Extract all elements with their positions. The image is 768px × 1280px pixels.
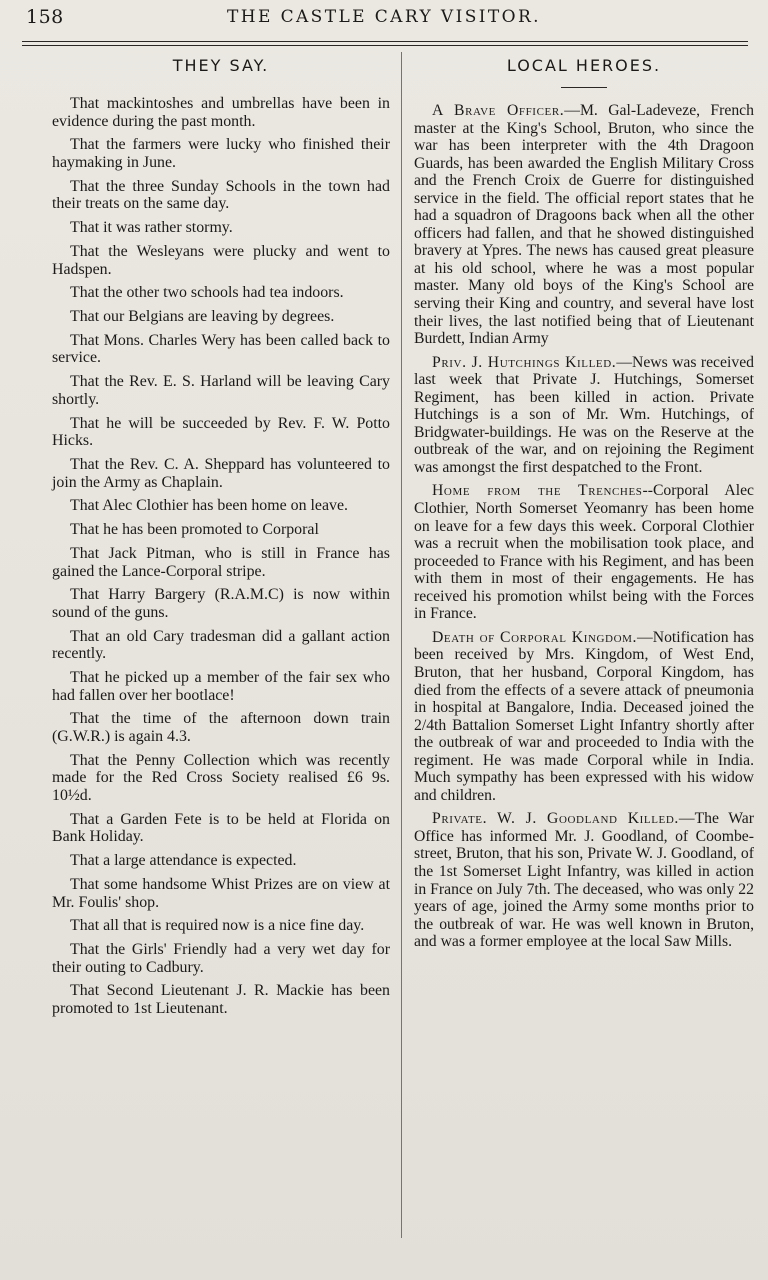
they-say-item: That the Penny Collection which was recently made for the Red Cross Society realised £6 9s. 10½d. [52, 751, 390, 804]
they-say-item: That Jack Pitman, who is still in France has gained the Lance-Corporal stripe. [52, 544, 390, 580]
header-rule-bottom [22, 45, 748, 46]
column-divider [401, 52, 402, 1238]
they-say-item: That the farmers were lucky who finished their haymaking in June. [52, 136, 390, 171]
report-body: --Corporal Alec Clothier, North Somerset Yeomanry has been home on leave for a few days this week. Corporal Clothier was a recruit when the mobilisation took place, and proceeded to France with his Regiment, and has been with them in most of their engagements. He has received his promotion whilst being with the Forces in France. [414, 482, 754, 623]
they-say-item: That Harry Bargery (R.A.M.C) is now within sound of the guns. [52, 586, 390, 621]
they-say-item: That Alec Clothier has been home on leave. [70, 497, 348, 515]
they-say-item: That the time of the afternoon down train (G.W.R.) is again 4.3. [52, 710, 390, 745]
report-title: Death of Corporal Kingdom. [432, 628, 638, 646]
they-say-item: That it was rather stormy. [70, 219, 233, 237]
they-say-item: That the Rev. C. A. Sheppard has volunteered to join the Army as Chaplain. [52, 455, 390, 491]
header-rule-top [22, 41, 748, 42]
they-say-item: That he has been promoted to Corporal [70, 521, 319, 539]
they-say-item: That Mons. Charles Wery has been called back to service. [52, 331, 390, 367]
report-body: —The War Office has informed Mr. J. Goodland, of Coombe-street, Bruton, that his son, Private W. J. Goodland, of the 1st Somerset Light Infantry, was killed in action in France on July 7th. The deceased, who was only 22 years of age, joined the Army some months prior to the outbreak of war. He was well known in Bruton, and was a former employee at the local Saw Mills. [414, 810, 754, 951]
page-number: 158 [26, 6, 64, 28]
report-hutchings-killed [414, 354, 754, 477]
report-corporal-kingdom [414, 629, 754, 804]
they-say-item: That Second Lieutenant J. R. Mackie has been promoted to 1st Lieutenant. [52, 982, 390, 1018]
report-title: Home from the Trenches [432, 482, 643, 500]
they-say-item: That some handsome Whist Prizes are on view at Mr. Foulis' shop. [52, 875, 390, 911]
report-body: —Notification has been received by Mrs. Kingdom, of West End, Bruton, that her husband, Corporal Kingdom, has died from the effects of a severe attack of pneumonia in hospital at Bangalore, India. Deceased joined the 2/4th Battalion Somerset Light Infantry shortly after the outbreak of war and proceeded to India with the regiment. He was made Corporal while in India. Much sympathy has been expressed with his widow and children. [414, 628, 755, 804]
they-say-item: That all that is required now is a nice fine day. [70, 917, 365, 935]
heading-rule [561, 87, 607, 88]
report-title: Priv. J. Hutchings Killed. [432, 353, 617, 371]
report-body: —News was received last week that Private J. Hutchings, Somerset Regiment, has been killed in action. Private Hutchings is a son of Mr. Wm. Hutchings, of Bridgwater-buildings. He was on the Reserve at the outbreak of the war, and on rejoining the Regiment was amongst the first despatched to the Front. [414, 353, 754, 476]
they-say-item: That a Garden Fete is to be held at Florida on Bank Holiday. [52, 810, 390, 846]
they-say-list [52, 95, 390, 1018]
they-say-item: That the other two schools had tea indoors. [70, 284, 344, 302]
publication-title: THE CASTLE CARY VISITOR. [227, 7, 541, 27]
they-say-item: That a large attendance is expected. [70, 852, 297, 870]
they-say-item: That mackintoshes and umbrellas have been in evidence during the past month. [52, 95, 390, 130]
report-title: Private. W. J. Goodland Killed. [432, 810, 679, 828]
they-say-item: That an old Cary tradesman did a gallant action recently. [52, 627, 390, 663]
they-say-item: That he will be succeeded by Rev. F. W. Potto Hicks. [52, 414, 390, 450]
report-title: A Brave Officer. [432, 102, 565, 119]
they-say-item: That he picked up a member of the fair sex who had fallen over her bootlace! [52, 669, 390, 704]
they-say-item: That our Belgians are leaving by degrees. [70, 308, 335, 326]
they-say-heading: THEY SAY. [172, 56, 270, 75]
they-say-item: That the three Sunday Schools in the town had their treats on the same day. [52, 177, 390, 213]
local-heroes-heading: LOCAL HEROES. [506, 56, 662, 75]
report-body: —M. Gal-Ladeveze, French master at the King's School, Bruton, who since the war has been interpreter with the 4th Dragoon Guards, has been awarded the English Military Cross and the French Croix de Guerre for distinguished service in the field. The official report states that he had a squadron of Dragoons back when all the other officers had fallen, and that he showed distinguished bravery at Ypres. The news has caused great pleasure at his old school, where he was a most popular master. Many old boys of the King's School are serving their King and country, and several have lost their lives, the last notified being that of Lieutenant Burdett, Indian Army [414, 102, 754, 348]
report-home-from-trenches [414, 482, 754, 622]
report-goodland-killed [414, 810, 754, 950]
they-say-item: That the Girls' Friendly had a very wet day for their outing to Cadbury. [52, 941, 390, 976]
local-heroes-column [414, 56, 754, 957]
they-say-item: That the Wesleyans were plucky and went to Hadspen. [52, 242, 390, 278]
report-brave-officer [414, 102, 754, 348]
they-say-column [52, 56, 390, 1024]
they-say-item: That the Rev. E. S. Harland will be leaving Cary shortly. [52, 373, 390, 408]
